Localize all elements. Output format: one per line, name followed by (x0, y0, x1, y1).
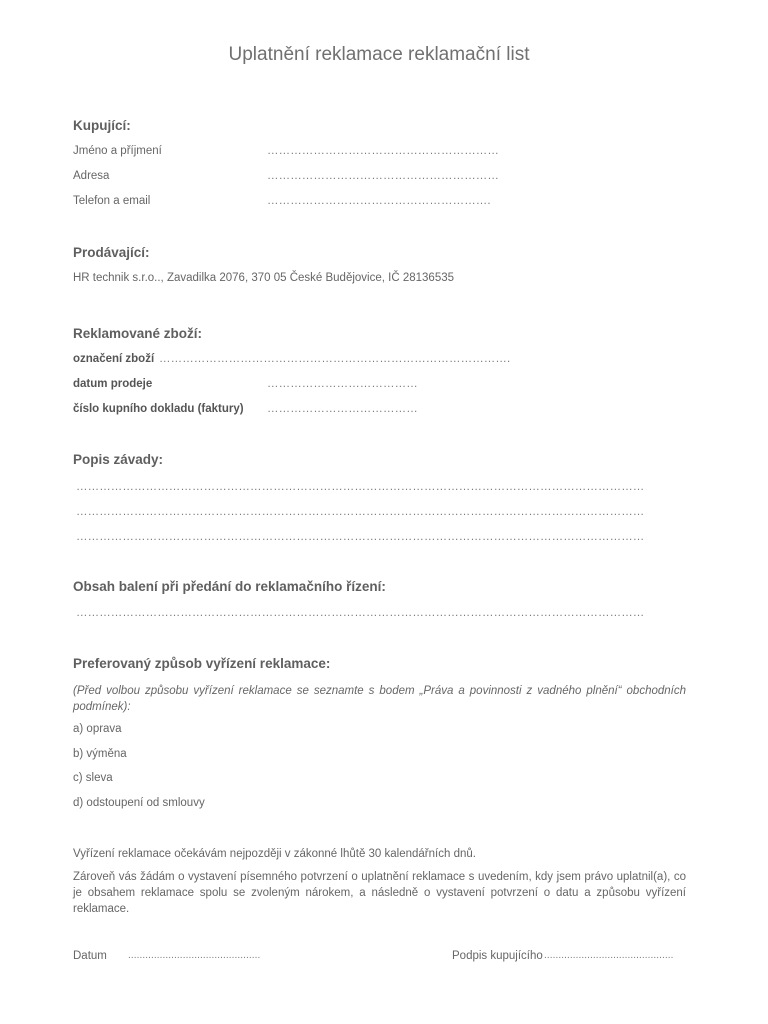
defect-heading: Popis závady: (73, 452, 164, 467)
goods-designation-field[interactable]: ………………………………………………………………………………. (159, 353, 511, 365)
buyer-name-label: Jméno a příjmení (73, 145, 162, 157)
date-field[interactable]: .............................................. (128, 950, 261, 961)
goods-sale-date-label: datum prodeje (73, 378, 153, 390)
goods-receipt-number-label: číslo kupního dokladu (faktury) (73, 403, 244, 415)
seller-heading: Prodávající: (73, 245, 150, 260)
closing-paragraph-1: Vyřízení reklamace očekávám nejpozději v zákonné lhůtě 30 kalendářních dnů. (73, 848, 476, 860)
option-repair[interactable]: a) oprava (73, 723, 122, 735)
defect-line-1[interactable]: ………………………………………………………………………………………………………………………………… (76, 481, 645, 493)
seller-info: HR technik s.r.o.., Zavadilka 2076, 370 05 České Budějovice, IČ 28136535 (73, 272, 455, 284)
closing-paragraph-2: Zároveň vás žádám o vystavení písemného potvrzení o uplatnění reklamace s uvedením, kdy jsem právo uplatnil(a), co je obsahem reklamace spolu se zvoleným nárokem, a následně o vystavení potvrzení o datu a způsobu vyřízení reklamace. (73, 871, 686, 915)
buyer-address-field[interactable]: …………………………………………………… (267, 170, 499, 182)
package-contents-line[interactable]: ………………………………………………………………………………………………………………………………… (76, 607, 645, 619)
package-contents-heading: Obsah balení při předání do reklamačního řízení: (73, 579, 386, 594)
date-label: Datum (73, 950, 107, 962)
goods-designation-label: označení zboží (73, 353, 155, 365)
option-exchange[interactable]: b) výměna (73, 748, 127, 760)
signature-label: Podpis kupujícího (452, 950, 543, 962)
buyer-address-label: Adresa (73, 170, 110, 182)
preferred-method-note: (Před volbou způsobu vyřízení reklamace se seznamte s bodem „Práva a povinnosti z vadného plnění“ obchodních podmínek): (73, 685, 686, 713)
buyer-phone-email-field[interactable]: …………………………………………………. (267, 195, 491, 207)
buyer-heading: Kupující: (73, 118, 131, 133)
buyer-phone-email-label: Telefon a email (73, 195, 151, 207)
page-title: Uplatnění reklamace reklamační list (228, 44, 530, 65)
goods-sale-date-field[interactable]: ………………………………… (267, 378, 418, 390)
signature-field[interactable]: ............................................. (544, 950, 674, 961)
defect-line-2[interactable]: ………………………………………………………………………………………………………………………………… (76, 506, 645, 518)
goods-receipt-number-field[interactable]: ………………………………… (267, 403, 418, 415)
option-discount[interactable]: c) sleva (73, 772, 113, 784)
preferred-method-heading: Preferovaný způsob vyřízení reklamace: (73, 656, 331, 671)
option-withdrawal[interactable]: d) odstoupení od smlouvy (73, 797, 205, 809)
defect-line-3[interactable]: ………………………………………………………………………………………………………………………………… (76, 531, 645, 543)
buyer-name-field[interactable]: …………………………………………………… (267, 145, 499, 157)
goods-heading: Reklamované zboží: (73, 326, 203, 341)
